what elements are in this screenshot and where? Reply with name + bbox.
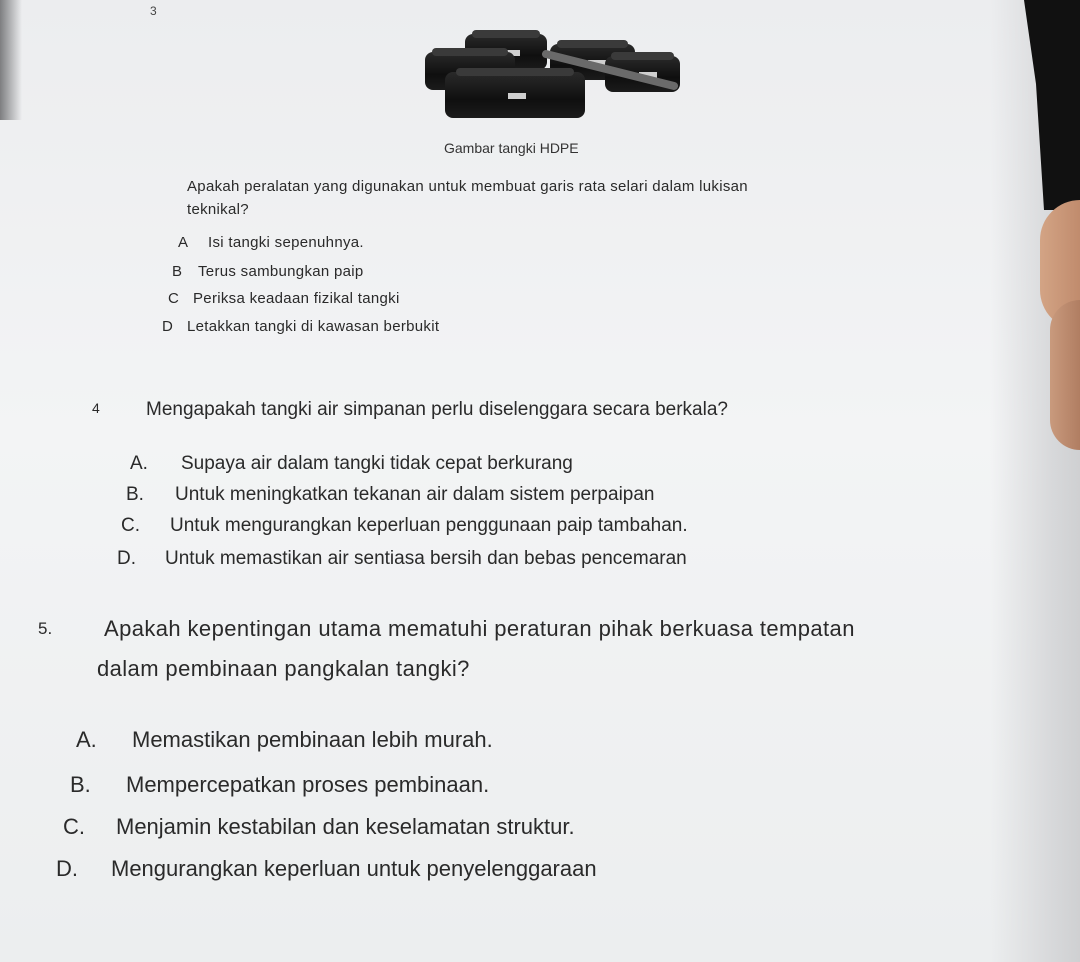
q5-question-line1: Apakah kepentingan utama mematuhi peraturan pihak berkuasa tempatan bbox=[104, 616, 855, 641]
q4-option-b bbox=[126, 484, 655, 506]
q4-option-a bbox=[130, 453, 573, 475]
q3-question-line1: Apakah peralatan yang digunakan untuk membuat garis rata selari dalam lukisan bbox=[187, 178, 748, 195]
figure-caption: Gambar tangki HDPE bbox=[444, 140, 579, 156]
page-edge-shadow bbox=[0, 0, 22, 120]
option-text: Terus sambungkan paip bbox=[198, 263, 364, 280]
option-letter: D. bbox=[117, 548, 136, 569]
option-text: Periksa keadaan fizikal tangki bbox=[193, 290, 400, 307]
q3-option-d bbox=[162, 318, 440, 335]
option-text: Letakkan tangki di kawasan berbukit bbox=[187, 318, 440, 335]
q4-number: 4 bbox=[92, 400, 100, 416]
q3-option-c bbox=[168, 290, 400, 307]
option-letter: A. bbox=[130, 453, 148, 474]
option-text: Untuk mengurangkan keperluan penggunaan paip tambahan. bbox=[170, 515, 688, 536]
option-text: Isi tangki sepenuhnya. bbox=[208, 234, 364, 251]
q3-question-line2: teknikal? bbox=[187, 201, 249, 218]
option-letter: C bbox=[168, 290, 180, 307]
option-letter: C. bbox=[121, 515, 140, 536]
option-letter: A bbox=[178, 234, 189, 251]
q5-question-line2: dalam pembinaan pangkalan tangki? bbox=[97, 656, 470, 681]
q5-option-c bbox=[63, 814, 575, 840]
option-letter: B bbox=[172, 263, 183, 280]
option-text: Mengurangkan keperluan untuk penyelenggaraan bbox=[111, 856, 597, 881]
option-text: Memastikan pembinaan lebih murah. bbox=[132, 727, 493, 752]
option-letter: B. bbox=[126, 484, 144, 505]
option-letter: D bbox=[162, 318, 174, 335]
option-letter: A. bbox=[76, 727, 97, 752]
hdpe-tank-image bbox=[415, 22, 705, 132]
q3-option-b bbox=[172, 263, 364, 280]
finger-index bbox=[1050, 300, 1080, 450]
option-letter: D. bbox=[56, 856, 78, 881]
option-letter: B. bbox=[70, 772, 91, 797]
q5-number: 5. bbox=[38, 619, 53, 638]
option-text: Menjamin kestabilan dan keselamatan struktur. bbox=[116, 814, 575, 839]
option-text: Untuk memastikan air sentiasa bersih dan bebas pencemaran bbox=[165, 548, 687, 569]
page-number: 3 bbox=[150, 4, 157, 18]
q3-option-a bbox=[178, 234, 364, 251]
q4-option-c bbox=[121, 515, 688, 537]
option-text: Untuk meningkatkan tekanan air dalam sistem perpaipan bbox=[175, 484, 655, 505]
q5-option-a bbox=[76, 727, 493, 753]
q4-question: Mengapakah tangki air simpanan perlu diselenggara secara berkala? bbox=[146, 399, 728, 420]
option-text: Mempercepatkan proses pembinaan. bbox=[126, 772, 490, 797]
option-text: Supaya air dalam tangki tidak cepat berkurang bbox=[181, 453, 573, 474]
q5-option-d bbox=[56, 856, 597, 882]
q5-option-b bbox=[70, 772, 490, 798]
tank-front bbox=[445, 72, 585, 118]
option-letter: C. bbox=[63, 814, 85, 839]
q4-option-d bbox=[117, 548, 687, 570]
